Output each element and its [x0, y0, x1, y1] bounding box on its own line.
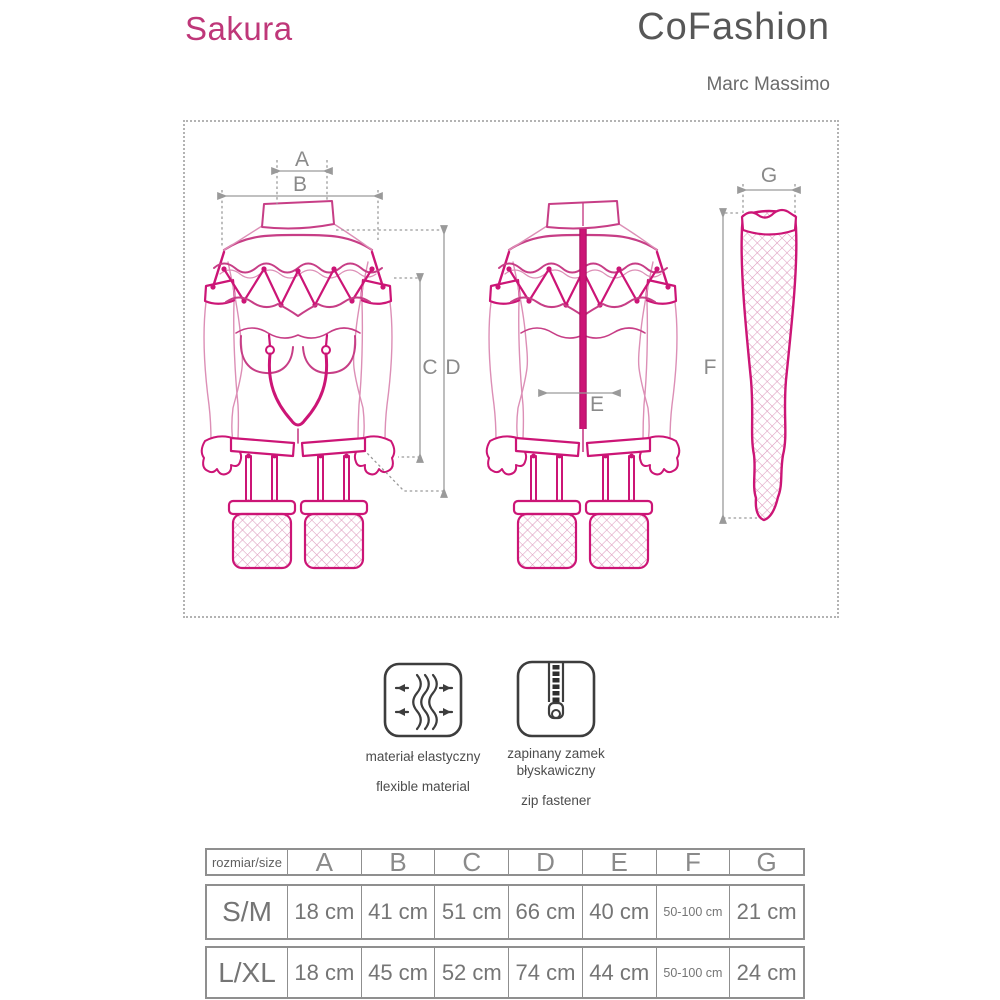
col-header-C: C — [434, 850, 508, 874]
cell-lxl-E: 44 cm — [582, 948, 656, 997]
col-header-F: F — [656, 850, 730, 874]
feature-zip-label-pl: zapinany zamek błyskawiczny — [507, 746, 605, 778]
col-header-G: G — [729, 850, 803, 874]
cell-sm-B: 41 cm — [361, 886, 435, 938]
feature-zip-caption — [483, 745, 629, 809]
label-A: A — [294, 148, 310, 171]
size-row-lxl — [205, 946, 805, 999]
col-header-D: D — [508, 850, 582, 874]
cell-sm-F: 50-100 cm — [656, 886, 730, 938]
cell-lxl-C: 52 cm — [434, 948, 508, 997]
size-name: L/XL — [218, 956, 276, 988]
feature-zip-label-en: zip fastener — [521, 793, 591, 808]
label-E: E — [589, 393, 605, 416]
size-name: S/M — [222, 896, 272, 927]
back-view-figure — [487, 201, 680, 568]
cell-lxl-D: 74 cm — [508, 948, 582, 997]
cell-sm-A: 18 cm — [287, 886, 361, 938]
size-row-sm — [205, 884, 805, 940]
feature-elastic-label-pl: materiał elastyczny — [365, 749, 481, 764]
col-header-E: E — [582, 850, 656, 874]
cell-lxl-G: 24 cm — [729, 948, 803, 997]
feature-elastic-caption — [340, 748, 506, 795]
product-name: Sakura — [185, 10, 293, 47]
cell-sm-G: 21 cm — [729, 886, 803, 938]
label-F: F — [703, 356, 717, 379]
size-table-corner-label: rozmiar/size — [211, 854, 283, 870]
zip-fastener-icon — [516, 660, 596, 738]
feature-elastic-label-en: flexible material — [376, 779, 470, 794]
cell-lxl-F: 50-100 cm — [656, 948, 730, 997]
cell-lxl-B: 45 cm — [361, 948, 435, 997]
stocking-figure — [742, 210, 797, 520]
label-D: D — [445, 356, 461, 379]
cell-sm-C: 51 cm — [434, 886, 508, 938]
cell-sm-D: 66 cm — [508, 886, 582, 938]
designer-name: Marc Massimo — [706, 74, 830, 95]
cell-sm-E: 40 cm — [582, 886, 656, 938]
front-view-figure — [202, 201, 395, 568]
label-C: C — [422, 356, 438, 379]
col-header-A: A — [287, 850, 361, 874]
size-table — [205, 848, 805, 999]
garment-measurement-diagram — [183, 120, 835, 614]
col-header-B: B — [361, 850, 435, 874]
label-G: G — [760, 164, 778, 187]
cell-lxl-A: 18 cm — [287, 948, 361, 997]
elastic-material-icon — [383, 662, 463, 738]
brand-name: CoFashion — [637, 6, 830, 48]
label-B: B — [292, 173, 308, 196]
size-table-header-row — [205, 848, 805, 876]
